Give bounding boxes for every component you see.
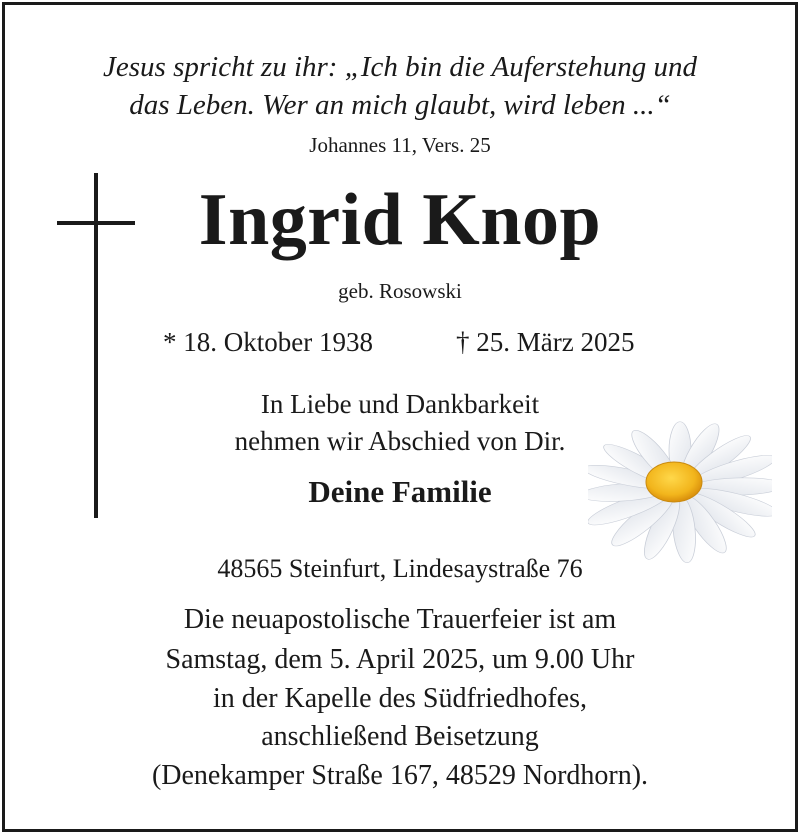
service-line-2: Samstag, dem 5. April 2025, um 9.00 Uhr [165, 644, 635, 675]
farewell-line-2: nehmen wir Abschied von Dir. [234, 426, 566, 456]
farewell-line-1: In Liebe und Dankbarkeit [260, 389, 540, 419]
daisy-flower-image [588, 420, 772, 570]
birth-date: * 18. Oktober 1938 [163, 327, 373, 357]
service-line-1: Die neuapostolische Trauerfeier ist am [183, 604, 617, 635]
service-line-5: (Denekamper Straße 167, 48529 Nordhorn). [151, 760, 649, 791]
bible-quote-source: Johannes 11, Vers. 25 [309, 133, 491, 157]
maiden-name: geb. Rosowski [338, 279, 462, 303]
service-line-3: in der Kapelle des Südfriedhofes, [213, 683, 587, 714]
deceased-name: Ingrid Knop [198, 179, 602, 261]
service-line-4: anschließend Beisetzung [261, 721, 539, 752]
address: 48565 Steinfurt, Lindesaystraße 76 [217, 554, 583, 583]
bible-quote-line-2: das Leben. Wer an mich glaubt, wird leben ...“ [129, 89, 671, 121]
bible-quote-line-1: Jesus spricht zu ihr: „Ich bin die Auferstehung und [103, 51, 697, 83]
death-date: † 25. März 2025 [456, 327, 635, 357]
family-signature: Deine Familie [308, 474, 492, 509]
